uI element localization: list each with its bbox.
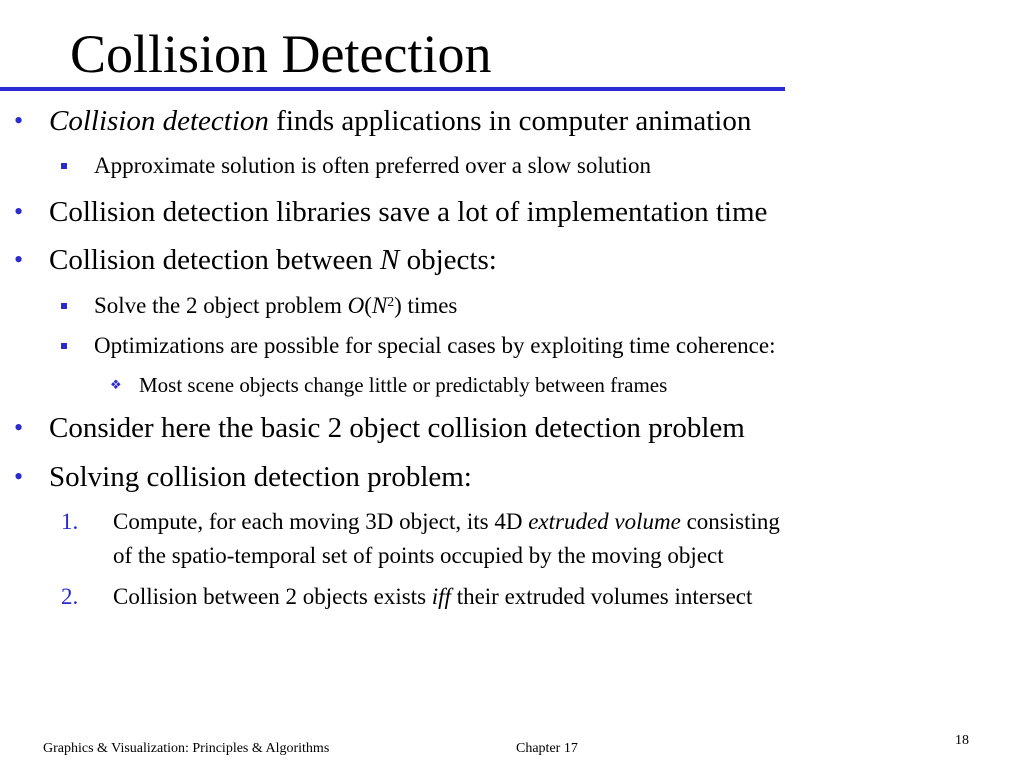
bullet-text: Consider here the basic 2 object collision detection problem [49,412,745,444]
math-superscript: 2 [387,294,395,310]
numbered-text: of the spatio-temporal set of points occupied by the moving object [113,543,724,568]
numbered-item [61,505,780,539]
emphasis-text: extruded volume [528,509,681,534]
bullet-dot-icon: • [14,462,24,491]
title-underline [0,87,785,91]
bullet-text: Collision detection between [49,244,381,276]
footer-chapter: Chapter 17 [516,741,578,756]
bullet-text: objects: [399,244,497,276]
math-paren: ( [364,293,372,318]
bullet-text: finds applications in computer animation [268,105,752,137]
bullet-dot-icon: • [14,413,24,442]
sub-bullet-text: Optimizations are possible for special cases by exploiting time coherence: [94,333,776,358]
bullet-dot-icon: • [14,106,24,135]
bullet-item [14,243,497,277]
sub-bullet-text: Approximate solution is often preferred over a slow solution [94,153,651,178]
footer-book-title: Graphics & Visualization: Principles & Algorithms [43,741,330,756]
numbered-text: their extruded volumes intersect [450,584,753,609]
bullet-item [14,195,768,229]
bullet-dot-icon: • [14,197,24,226]
sub-bullet-item [94,332,775,360]
bullet-dot-icon: • [14,245,24,274]
emphasis-text: N [380,244,400,276]
numbered-text: Collision between 2 objects exists [113,584,432,609]
sub-bullet-item [94,292,457,320]
bullet-text: Collision detection libraries save a lot of implementation time [49,196,768,228]
numbered-text: Compute, for each moving 3D object, its 4D [113,509,529,534]
numbered-text: consisting [680,509,780,534]
bullet-text: Solving collision detection problem: [49,461,472,493]
sub-sub-bullet-item [110,372,668,398]
square-bullet-icon [61,303,67,309]
numbered-item-continuation [113,539,724,573]
emphasis-text: iff [431,584,451,609]
bullet-item [14,104,752,138]
square-bullet-icon [61,343,67,349]
emphasis-text: Collision detection [49,105,269,137]
square-bullet-icon [61,163,67,169]
number-label: 2. [61,584,79,609]
sub-bullet-item [94,152,651,180]
bullet-item [14,460,472,494]
bullet-item [14,411,745,445]
slide-title: Collision Detection [70,24,492,84]
number-label: 1. [61,509,79,534]
sub-bullet-text: ) times [394,293,458,318]
sub-sub-bullet-text: Most scene objects change little or predictably between frames [139,373,668,397]
diamond-bullet-icon: ❖ [110,377,122,392]
sub-bullet-text: Solve the 2 object problem [94,293,348,318]
math-symbol: O [347,293,365,318]
math-symbol: N [371,293,388,318]
page-number: 18 [955,733,969,748]
numbered-item [61,580,753,614]
